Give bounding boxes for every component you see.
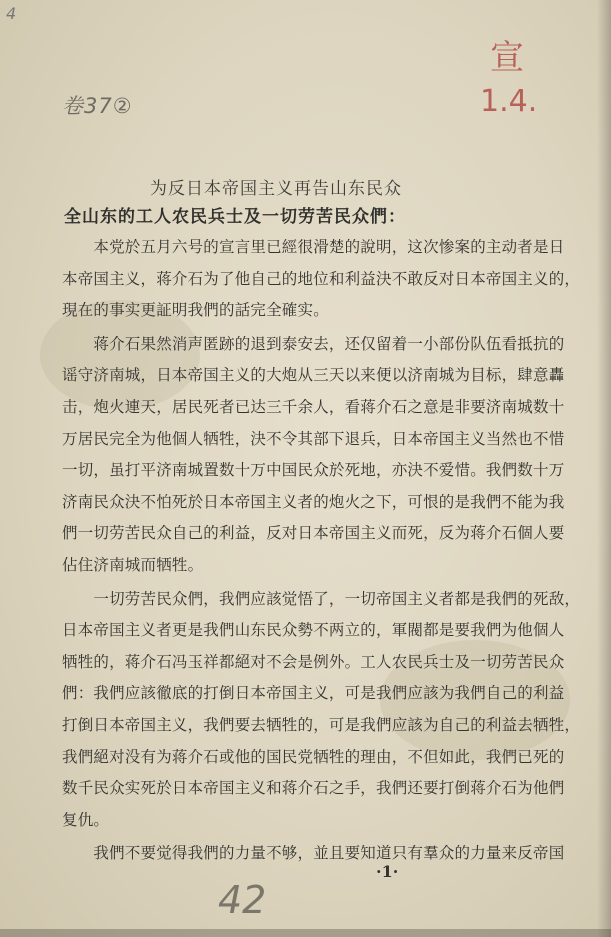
text-line: 我們不要觉得我們的力量不够，並且要知道只有羣众的力量来反帝国 xyxy=(62,844,565,863)
text-line: 蒋介石果然消声匿跡的退到泰安去，还仅留着一小部份队伍看抵抗的 xyxy=(62,334,565,353)
text-line: 数千民众实死於日本帝国主义和蒋介石之手，我們还要打倒蒋介石为他們 xyxy=(62,779,565,798)
page-edge-shadow xyxy=(597,0,611,937)
body-text xyxy=(62,232,582,870)
text-line: 們一切劳苦民众自己的利益，反对日本帝国主义而死，反为蒋介石個人要 xyxy=(62,524,565,543)
text-line: 一切劳苦民众們，我們应該觉悟了，一切帝国主义者都是我們的死敌， xyxy=(62,589,581,608)
text-line: 佔住济南城而牺牲。 xyxy=(62,555,204,574)
text-line: 我們絕对没有为蒋介石或他的国民党牺牲的理由，不但如此，我們已死的 xyxy=(62,747,565,766)
text-line: 本帝国主义，蒋介石为了他自己的地位和利益決不敢反对日本帝国主义的， xyxy=(62,269,581,288)
page-number: ·1· xyxy=(376,862,399,881)
text-line: 万居民完全为他個人牺牲，決不令其部下退兵，日本帝国主义当然也不惜 xyxy=(62,429,565,448)
text-line: 現在的事实更証明我們的話完全確实。 xyxy=(62,301,329,320)
addressee-line: 全山东的工人农民兵士及一切劳苦民众們： xyxy=(64,207,406,227)
text-line: 牺牲的，蒋介石冯玉祥都絕对不会是例外。工人农民兵士及一切劳苦民众 xyxy=(62,652,565,671)
red-mark-bottom: 1.4. xyxy=(480,84,538,119)
corner-mark: 4 xyxy=(6,4,17,23)
text-line: 一切，虽打平济南城置数十万中国民众於死地，亦決不爱惜。我們数十万 xyxy=(62,461,565,480)
text-line: 們：我們应該徹底的打倒日本帝国主义，可是我們应該为我們自己的利益 xyxy=(62,684,565,703)
text-line: 本党於五月六号的宣言里已經很滑楚的說明，这次惨案的主动者是日 xyxy=(62,238,565,256)
text-line: 复仇。 xyxy=(62,810,110,829)
text-line: 击，炮火連天，居民死者已达三千余人，看蒋介石之意是非要济南城数十 xyxy=(62,397,565,416)
handwritten-number: 42 xyxy=(218,878,267,922)
red-mark-top: 宣 xyxy=(490,38,524,78)
text-line: 济南民众決不怕死於日本帝国主义者的炮火之下，可恨的是我們不能为我 xyxy=(62,492,565,511)
page-bottom-edge xyxy=(0,929,611,937)
archive-label: 卷37② xyxy=(62,94,133,118)
text-line: 打倒日本帝国主义，我們要去牺牲的，可是我們应該为自己的利益去牺牲， xyxy=(62,715,581,734)
text-line: 日本帝国主义者更是我們山东民众勢不两立的，軍閥都是要我們为他個人 xyxy=(62,621,565,640)
document-title: 为反日本帝国主义再告山东民众 xyxy=(150,179,402,199)
text-line: 谣守济南城，日本帝国主义的大炮从三天以来便以济南城为目标，肆意轟 xyxy=(62,366,565,385)
